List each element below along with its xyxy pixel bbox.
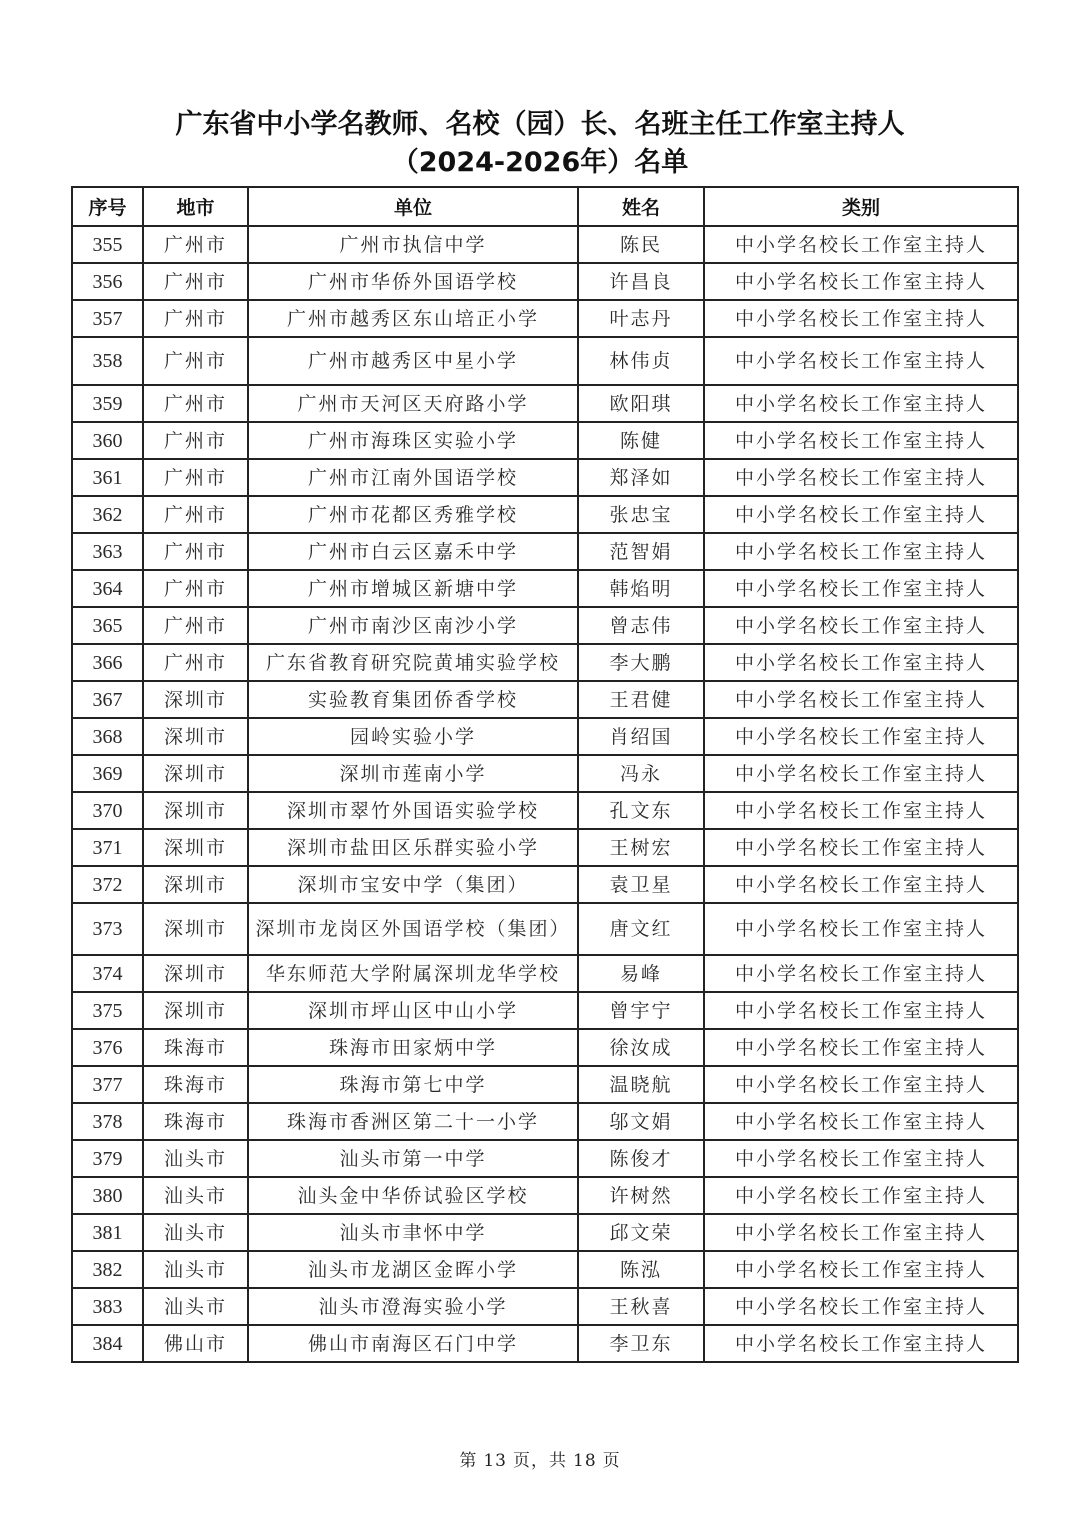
table-row [72, 533, 1018, 570]
city-cell: 深圳市 [143, 829, 248, 866]
name-cell: 欧阳琪 [578, 385, 704, 422]
table-row [72, 570, 1018, 607]
unit-cell: 汕头市龙湖区金晖小学 [248, 1251, 578, 1288]
table-row [72, 1325, 1018, 1362]
index-cell: 373 [72, 903, 143, 955]
table-row [72, 263, 1018, 300]
name-cell: 陈泓 [578, 1251, 704, 1288]
unit-cell: 实验教育集团侨香学校 [248, 681, 578, 718]
index-cell: 378 [72, 1103, 143, 1140]
unit-cell: 广州市越秀区东山培正小学 [248, 300, 578, 337]
category-cell: 中小学名校长工作室主持人 [704, 1177, 1018, 1214]
index-cell: 357 [72, 300, 143, 337]
current-page-number: 13 [483, 1451, 507, 1471]
category-cell: 中小学名校长工作室主持人 [704, 1066, 1018, 1103]
city-cell: 汕头市 [143, 1214, 248, 1251]
name-cell: 邱文荣 [578, 1214, 704, 1251]
table-row [72, 1251, 1018, 1288]
footer-suffix: 页 [602, 1451, 621, 1471]
city-cell: 广州市 [143, 644, 248, 681]
unit-cell: 广州市南沙区南沙小学 [248, 607, 578, 644]
table-row [72, 422, 1018, 459]
city-cell: 珠海市 [143, 1103, 248, 1140]
index-cell: 362 [72, 496, 143, 533]
city-cell: 广州市 [143, 570, 248, 607]
table-row [72, 955, 1018, 992]
table-row [72, 755, 1018, 792]
index-cell: 355 [72, 226, 143, 263]
unit-cell: 珠海市第七中学 [248, 1066, 578, 1103]
city-cell: 珠海市 [143, 1029, 248, 1066]
name-cell: 孔文东 [578, 792, 704, 829]
index-cell: 367 [72, 681, 143, 718]
category-cell: 中小学名校长工作室主持人 [704, 1214, 1018, 1251]
footer-page-word: 页，共 [513, 1451, 567, 1471]
unit-cell: 深圳市莲南小学 [248, 755, 578, 792]
index-cell: 369 [72, 755, 143, 792]
index-cell: 363 [72, 533, 143, 570]
index-cell: 368 [72, 718, 143, 755]
name-cell: 郑泽如 [578, 459, 704, 496]
index-cell: 364 [72, 570, 143, 607]
table-row [72, 644, 1018, 681]
city-cell: 广州市 [143, 263, 248, 300]
name-cell: 徐汝成 [578, 1029, 704, 1066]
unit-cell: 珠海市田家炳中学 [248, 1029, 578, 1066]
table-row [72, 1140, 1018, 1177]
table-row [72, 1288, 1018, 1325]
name-cell: 李卫东 [578, 1325, 704, 1362]
name-cell: 曾志伟 [578, 607, 704, 644]
table-row [72, 459, 1018, 496]
category-cell: 中小学名校长工作室主持人 [704, 955, 1018, 992]
index-cell: 359 [72, 385, 143, 422]
city-cell: 珠海市 [143, 1066, 248, 1103]
index-cell: 382 [72, 1251, 143, 1288]
name-cell: 陈民 [578, 226, 704, 263]
category-cell: 中小学名校长工作室主持人 [704, 607, 1018, 644]
table-row [72, 792, 1018, 829]
name-cell: 范智娟 [578, 533, 704, 570]
document-title-line1: 广东省中小学名教师、名校（园）长、名班主任工作室主持人 [175, 109, 905, 140]
unit-cell: 珠海市香洲区第二十一小学 [248, 1103, 578, 1140]
name-cell: 王树宏 [578, 829, 704, 866]
table-body [72, 226, 1018, 1362]
table-row [72, 1103, 1018, 1140]
unit-cell: 华东师范大学附属深圳龙华学校 [248, 955, 578, 992]
city-cell: 广州市 [143, 459, 248, 496]
table-row [72, 337, 1018, 385]
category-cell: 中小学名校长工作室主持人 [704, 1140, 1018, 1177]
name-cell: 王君健 [578, 681, 704, 718]
city-cell: 深圳市 [143, 792, 248, 829]
table-row [72, 718, 1018, 755]
city-cell: 广州市 [143, 607, 248, 644]
city-cell: 广州市 [143, 337, 248, 385]
category-cell: 中小学名校长工作室主持人 [704, 570, 1018, 607]
unit-cell: 深圳市坪山区中山小学 [248, 992, 578, 1029]
table-row [72, 903, 1018, 955]
table-row [72, 385, 1018, 422]
category-cell: 中小学名校长工作室主持人 [704, 992, 1018, 1029]
city-cell: 广州市 [143, 385, 248, 422]
city-cell: 广州市 [143, 422, 248, 459]
city-cell: 汕头市 [143, 1140, 248, 1177]
unit-cell: 汕头市第一中学 [248, 1140, 578, 1177]
category-cell: 中小学名校长工作室主持人 [704, 226, 1018, 263]
name-cell: 王秋喜 [578, 1288, 704, 1325]
category-cell: 中小学名校长工作室主持人 [704, 263, 1018, 300]
category-cell: 中小学名校长工作室主持人 [704, 718, 1018, 755]
name-cell: 唐文红 [578, 903, 704, 955]
table-row [72, 1029, 1018, 1066]
total-pages-number: 18 [573, 1451, 597, 1471]
category-cell: 中小学名校长工作室主持人 [704, 681, 1018, 718]
index-cell: 377 [72, 1066, 143, 1103]
index-cell: 375 [72, 992, 143, 1029]
unit-cell: 深圳市宝安中学（集团） [248, 866, 578, 903]
table-row [72, 496, 1018, 533]
unit-cell: 广州市华侨外国语学校 [248, 263, 578, 300]
city-cell: 广州市 [143, 533, 248, 570]
city-cell: 汕头市 [143, 1177, 248, 1214]
city-cell: 深圳市 [143, 903, 248, 955]
city-cell: 佛山市 [143, 1325, 248, 1362]
index-cell: 380 [72, 1177, 143, 1214]
table-row [72, 992, 1018, 1029]
category-cell: 中小学名校长工作室主持人 [704, 300, 1018, 337]
table-row [72, 866, 1018, 903]
category-cell: 中小学名校长工作室主持人 [704, 866, 1018, 903]
name-cell: 肖绍国 [578, 718, 704, 755]
unit-cell: 广州市花都区秀雅学校 [248, 496, 578, 533]
name-cell: 林伟贞 [578, 337, 704, 385]
table-row [72, 226, 1018, 263]
index-cell: 376 [72, 1029, 143, 1066]
footer-prefix: 第 [459, 1451, 478, 1471]
index-cell: 372 [72, 866, 143, 903]
city-cell: 深圳市 [143, 992, 248, 1029]
unit-cell: 广州市越秀区中星小学 [248, 337, 578, 385]
table-row [72, 607, 1018, 644]
index-cell: 379 [72, 1140, 143, 1177]
city-cell: 深圳市 [143, 955, 248, 992]
city-cell: 广州市 [143, 496, 248, 533]
unit-cell: 汕头市聿怀中学 [248, 1214, 578, 1251]
name-cell: 张忠宝 [578, 496, 704, 533]
category-cell: 中小学名校长工作室主持人 [704, 496, 1018, 533]
table-header-row [72, 187, 1018, 226]
category-cell: 中小学名校长工作室主持人 [704, 1029, 1018, 1066]
index-cell: 360 [72, 422, 143, 459]
index-cell: 383 [72, 1288, 143, 1325]
city-cell: 广州市 [143, 300, 248, 337]
name-cell: 温晓航 [578, 1066, 704, 1103]
unit-cell: 广州市增城区新塘中学 [248, 570, 578, 607]
index-cell: 365 [72, 607, 143, 644]
category-cell: 中小学名校长工作室主持人 [704, 755, 1018, 792]
unit-cell: 园岭实验小学 [248, 718, 578, 755]
category-cell: 中小学名校长工作室主持人 [704, 792, 1018, 829]
category-cell: 中小学名校长工作室主持人 [704, 1103, 1018, 1140]
name-cell: 许昌良 [578, 263, 704, 300]
city-cell: 深圳市 [143, 755, 248, 792]
name-cell: 李大鹏 [578, 644, 704, 681]
index-cell: 356 [72, 263, 143, 300]
name-cell: 陈健 [578, 422, 704, 459]
unit-cell: 深圳市龙岗区外国语学校（集团） [248, 903, 578, 955]
name-cell: 冯永 [578, 755, 704, 792]
category-cell: 中小学名校长工作室主持人 [704, 644, 1018, 681]
name-cell: 叶志丹 [578, 300, 704, 337]
unit-cell: 深圳市翠竹外国语实验学校 [248, 792, 578, 829]
table-row [72, 829, 1018, 866]
table-row [72, 1066, 1018, 1103]
table-row [72, 1214, 1018, 1251]
city-cell: 深圳市 [143, 681, 248, 718]
city-cell: 深圳市 [143, 866, 248, 903]
unit-cell: 汕头市澄海实验小学 [248, 1288, 578, 1325]
column-header-city: 地市 [143, 187, 248, 226]
category-cell: 中小学名校长工作室主持人 [704, 533, 1018, 570]
index-cell: 384 [72, 1325, 143, 1362]
column-header-unit: 单位 [248, 187, 578, 226]
index-cell: 358 [72, 337, 143, 385]
page-footer [0, 1446, 1080, 1471]
unit-cell: 广州市执信中学 [248, 226, 578, 263]
name-cell: 曾宇宁 [578, 992, 704, 1029]
column-header-index: 序号 [72, 187, 143, 226]
index-cell: 371 [72, 829, 143, 866]
name-cell: 陈俊才 [578, 1140, 704, 1177]
index-cell: 361 [72, 459, 143, 496]
table-row [72, 1177, 1018, 1214]
city-cell: 汕头市 [143, 1288, 248, 1325]
category-cell: 中小学名校长工作室主持人 [704, 385, 1018, 422]
unit-cell: 广州市白云区嘉禾中学 [248, 533, 578, 570]
category-cell: 中小学名校长工作室主持人 [704, 829, 1018, 866]
category-cell: 中小学名校长工作室主持人 [704, 422, 1018, 459]
unit-cell: 汕头金中华侨试验区学校 [248, 1177, 578, 1214]
document-title-line2: （2024-2026年）名单 [391, 147, 689, 178]
unit-cell: 广东省教育研究院黄埔实验学校 [248, 644, 578, 681]
unit-cell: 广州市海珠区实验小学 [248, 422, 578, 459]
category-cell: 中小学名校长工作室主持人 [704, 1288, 1018, 1325]
roster-table [71, 186, 1019, 1363]
category-cell: 中小学名校长工作室主持人 [704, 459, 1018, 496]
table-row [72, 681, 1018, 718]
unit-cell: 深圳市盐田区乐群实验小学 [248, 829, 578, 866]
name-cell: 韩焰明 [578, 570, 704, 607]
index-cell: 366 [72, 644, 143, 681]
index-cell: 381 [72, 1214, 143, 1251]
index-cell: 374 [72, 955, 143, 992]
unit-cell: 佛山市南海区石门中学 [248, 1325, 578, 1362]
category-cell: 中小学名校长工作室主持人 [704, 903, 1018, 955]
city-cell: 广州市 [143, 226, 248, 263]
name-cell: 易峰 [578, 955, 704, 992]
city-cell: 深圳市 [143, 718, 248, 755]
name-cell: 许树然 [578, 1177, 704, 1214]
column-header-name: 姓名 [578, 187, 704, 226]
city-cell: 汕头市 [143, 1251, 248, 1288]
category-cell: 中小学名校长工作室主持人 [704, 1325, 1018, 1362]
category-cell: 中小学名校长工作室主持人 [704, 337, 1018, 385]
name-cell: 邬文娟 [578, 1103, 704, 1140]
unit-cell: 广州市天河区天府路小学 [248, 385, 578, 422]
unit-cell: 广州市江南外国语学校 [248, 459, 578, 496]
name-cell: 袁卫星 [578, 866, 704, 903]
column-header-category: 类别 [704, 187, 1018, 226]
index-cell: 370 [72, 792, 143, 829]
table-row [72, 300, 1018, 337]
category-cell: 中小学名校长工作室主持人 [704, 1251, 1018, 1288]
